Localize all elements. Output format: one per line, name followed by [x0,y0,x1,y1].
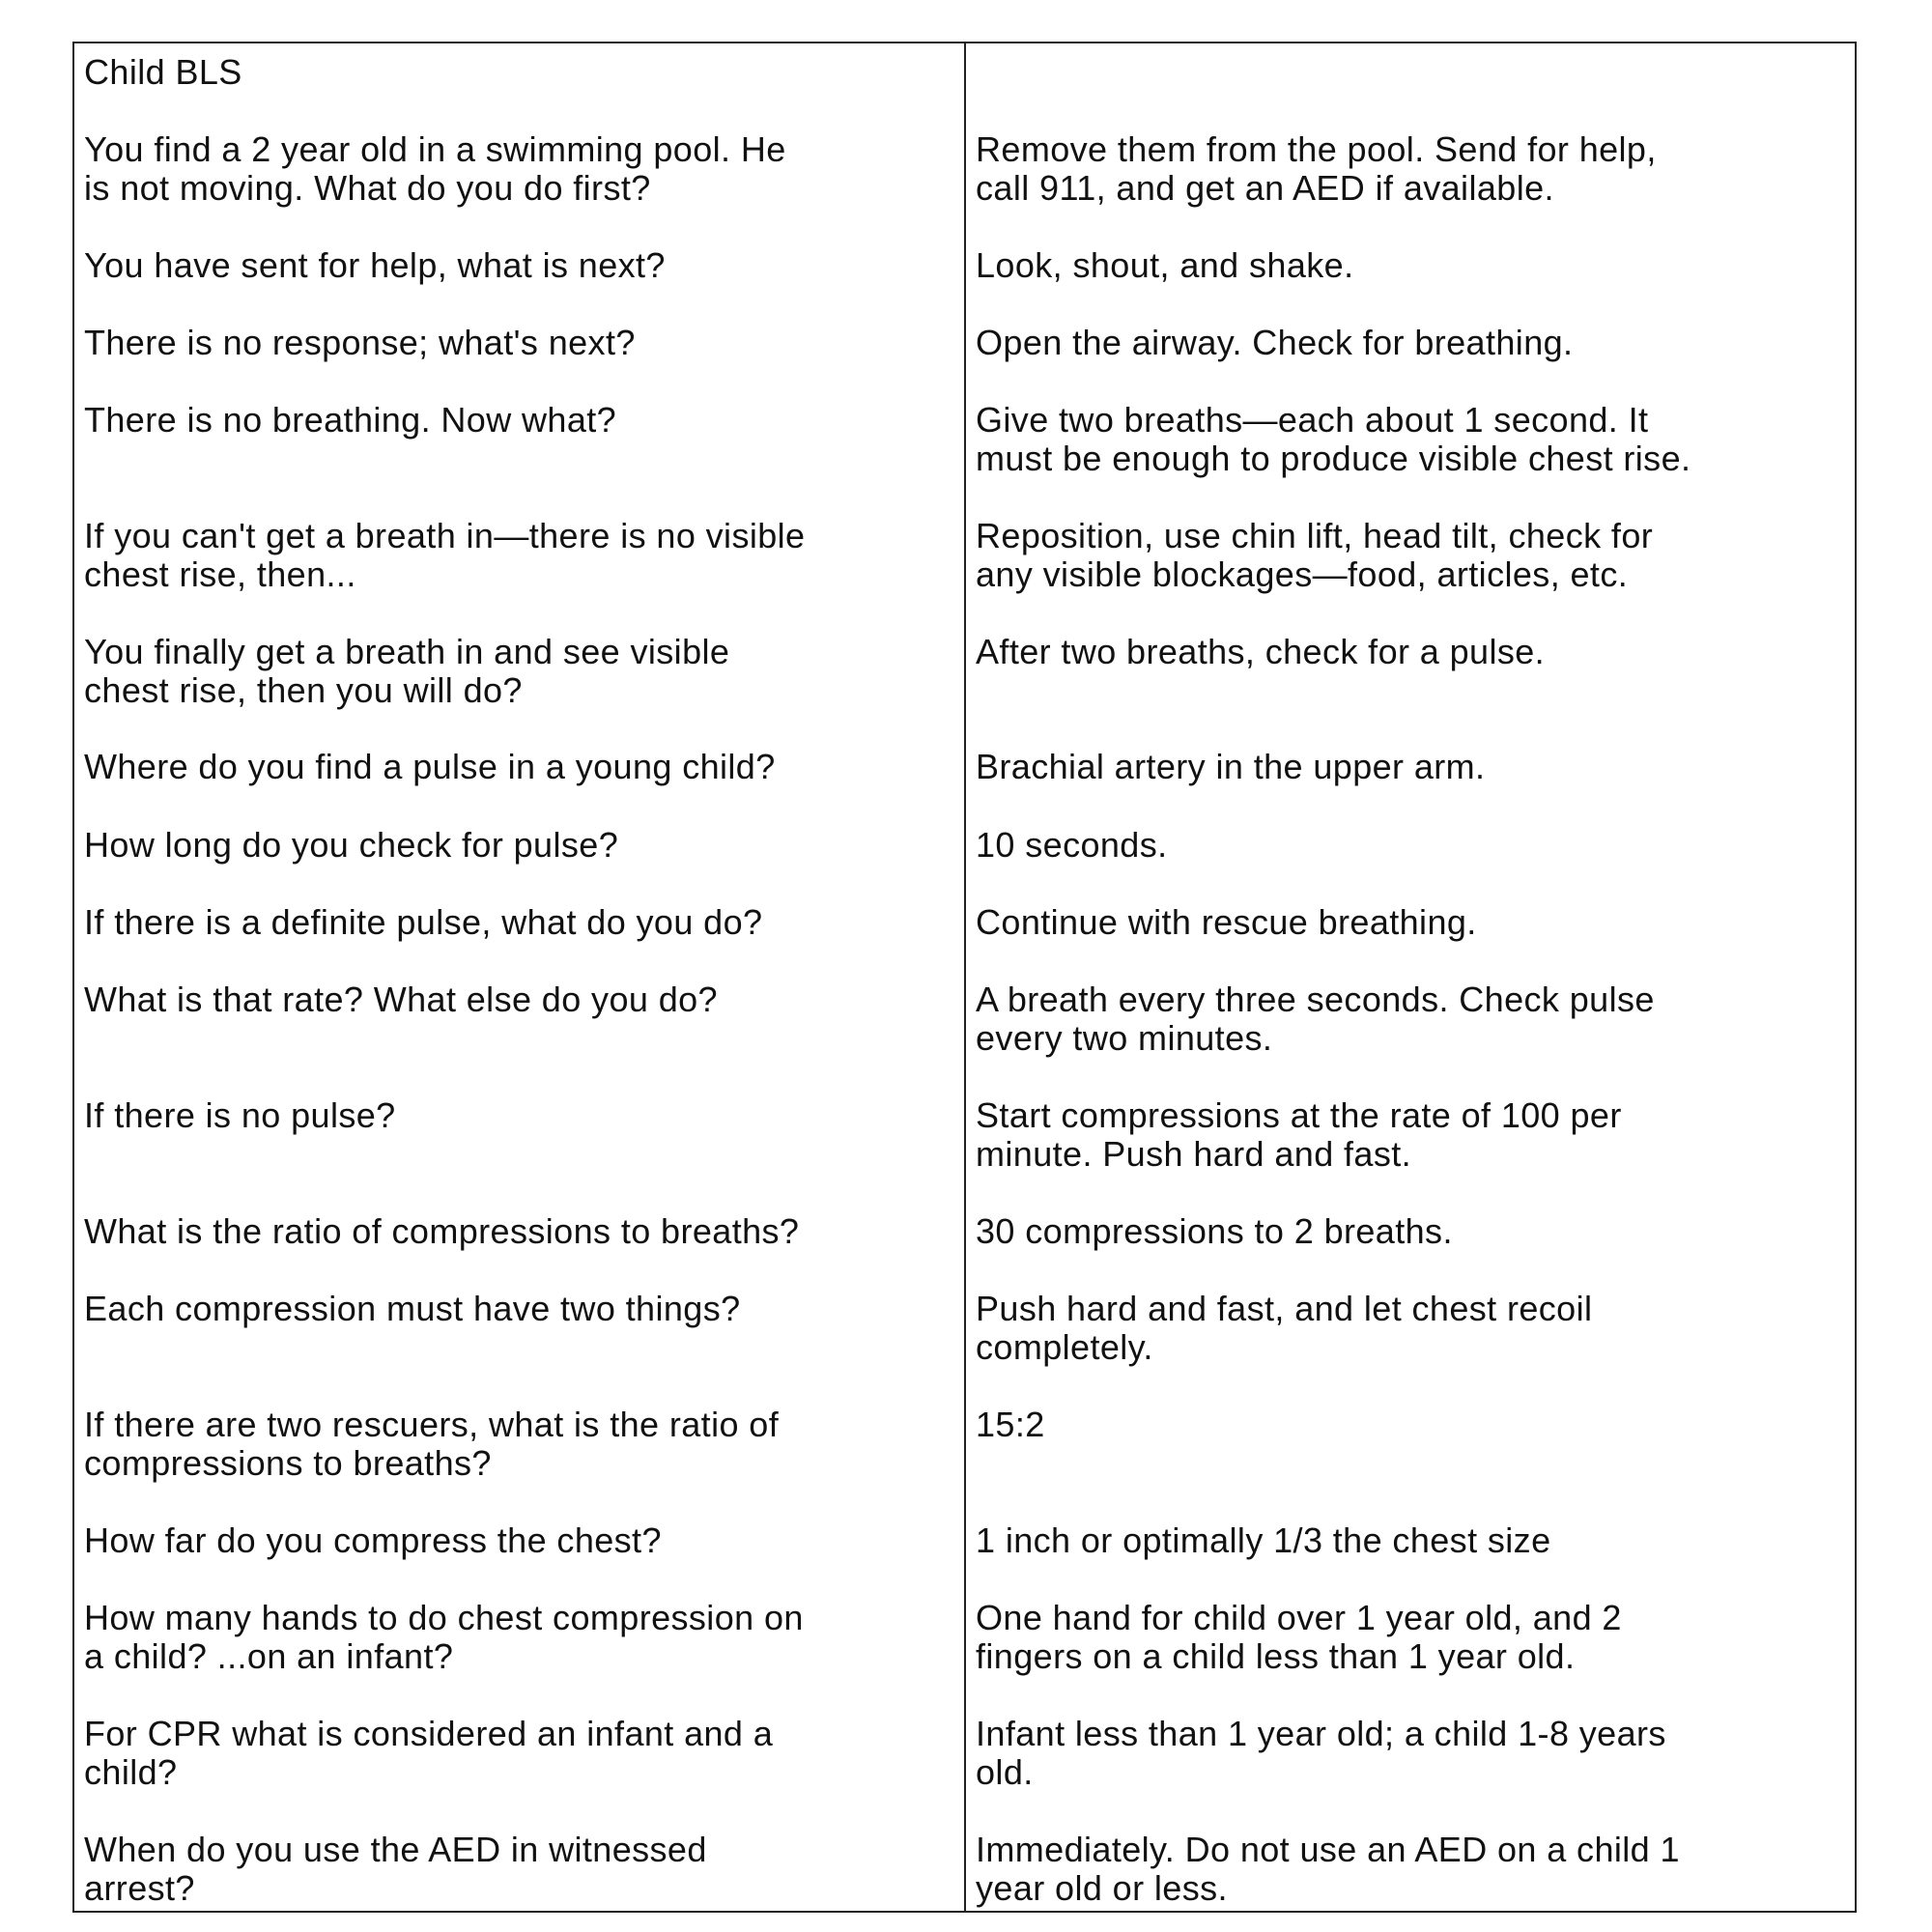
question-cell: There is no response; what's next? [84,323,636,362]
question-cell: There is no breathing. Now what? [84,400,617,440]
answer-cell: Brachial artery in the upper arm. [976,747,1486,786]
answer-cell: Start compressions at the rate of 100 per minute. Push hard and fast. [976,1095,1622,1174]
questions-column [74,43,966,1911]
question-cell: How long do you check for pulse? [84,825,619,865]
answer-cell: A breath every three seconds. Check pulse every two minutes. [976,980,1655,1058]
question-cell: You find a 2 year old in a swimming pool. He is not moving. What do you do first? [84,129,786,208]
answer-cell: Reposition, use chin lift, head tilt, check for any visible blockages—food, articles, etc. [976,516,1654,594]
answer-cell: Open the airway. Check for breathing. [976,323,1574,362]
answers-column [966,43,1855,1911]
question-cell: You have sent for help, what is next? [84,245,666,285]
question-cell: What is that rate? What else do you do? [84,980,718,1019]
answer-cell: Continue with rescue breathing. [976,902,1477,942]
answer-cell: Immediately. Do not use an AED on a child 1 year old or less. [976,1830,1680,1908]
question-cell: How far do you compress the chest? [84,1520,662,1560]
question-cell: When do you use the AED in witnessed arrest? [84,1830,707,1908]
qa-table [72,42,1857,1913]
question-cell: If there are two rescuers, what is the ratio of compressions to breaths? [84,1405,780,1483]
answer-cell: 15:2 [976,1405,1045,1444]
document-title: Child BLS [84,52,242,92]
answer-cell: Give two breaths—each about 1 second. It must be enough to produce visible chest rise. [976,400,1691,478]
answer-cell: One hand for child over 1 year old, and 2 fingers on a child less than 1 year old. [976,1598,1622,1676]
question-cell: For CPR what is considered an infant and a child? [84,1714,774,1792]
question-cell: How many hands to do chest compression on a child? ...on an infant? [84,1598,804,1676]
question-cell: You finally get a breath in and see visible chest rise, then you will do? [84,632,730,710]
answer-cell: 10 seconds. [976,825,1168,865]
question-cell: Each compression must have two things? [84,1289,741,1328]
question-cell: What is the ratio of compressions to breaths? [84,1211,800,1251]
question-cell: If there is no pulse? [84,1095,396,1135]
question-cell: If there is a definite pulse, what do you do? [84,902,763,942]
answer-cell: Remove them from the pool. Send for help, call 911, and get an AED if available. [976,129,1657,208]
question-cell: Where do you find a pulse in a young child? [84,747,776,786]
answer-cell: After two breaths, check for a pulse. [976,632,1546,671]
answer-cell: Push hard and fast, and let chest recoil completely. [976,1289,1593,1367]
answer-cell: Infant less than 1 year old; a child 1-8 years old. [976,1714,1666,1792]
question-cell: If you can't get a breath in—there is no visible chest rise, then... [84,516,806,594]
answer-cell: 1 inch or optimally 1/3 the chest size [976,1520,1551,1560]
answer-cell: 30 compressions to 2 breaths. [976,1211,1453,1251]
answer-cell: Look, shout, and shake. [976,245,1354,285]
